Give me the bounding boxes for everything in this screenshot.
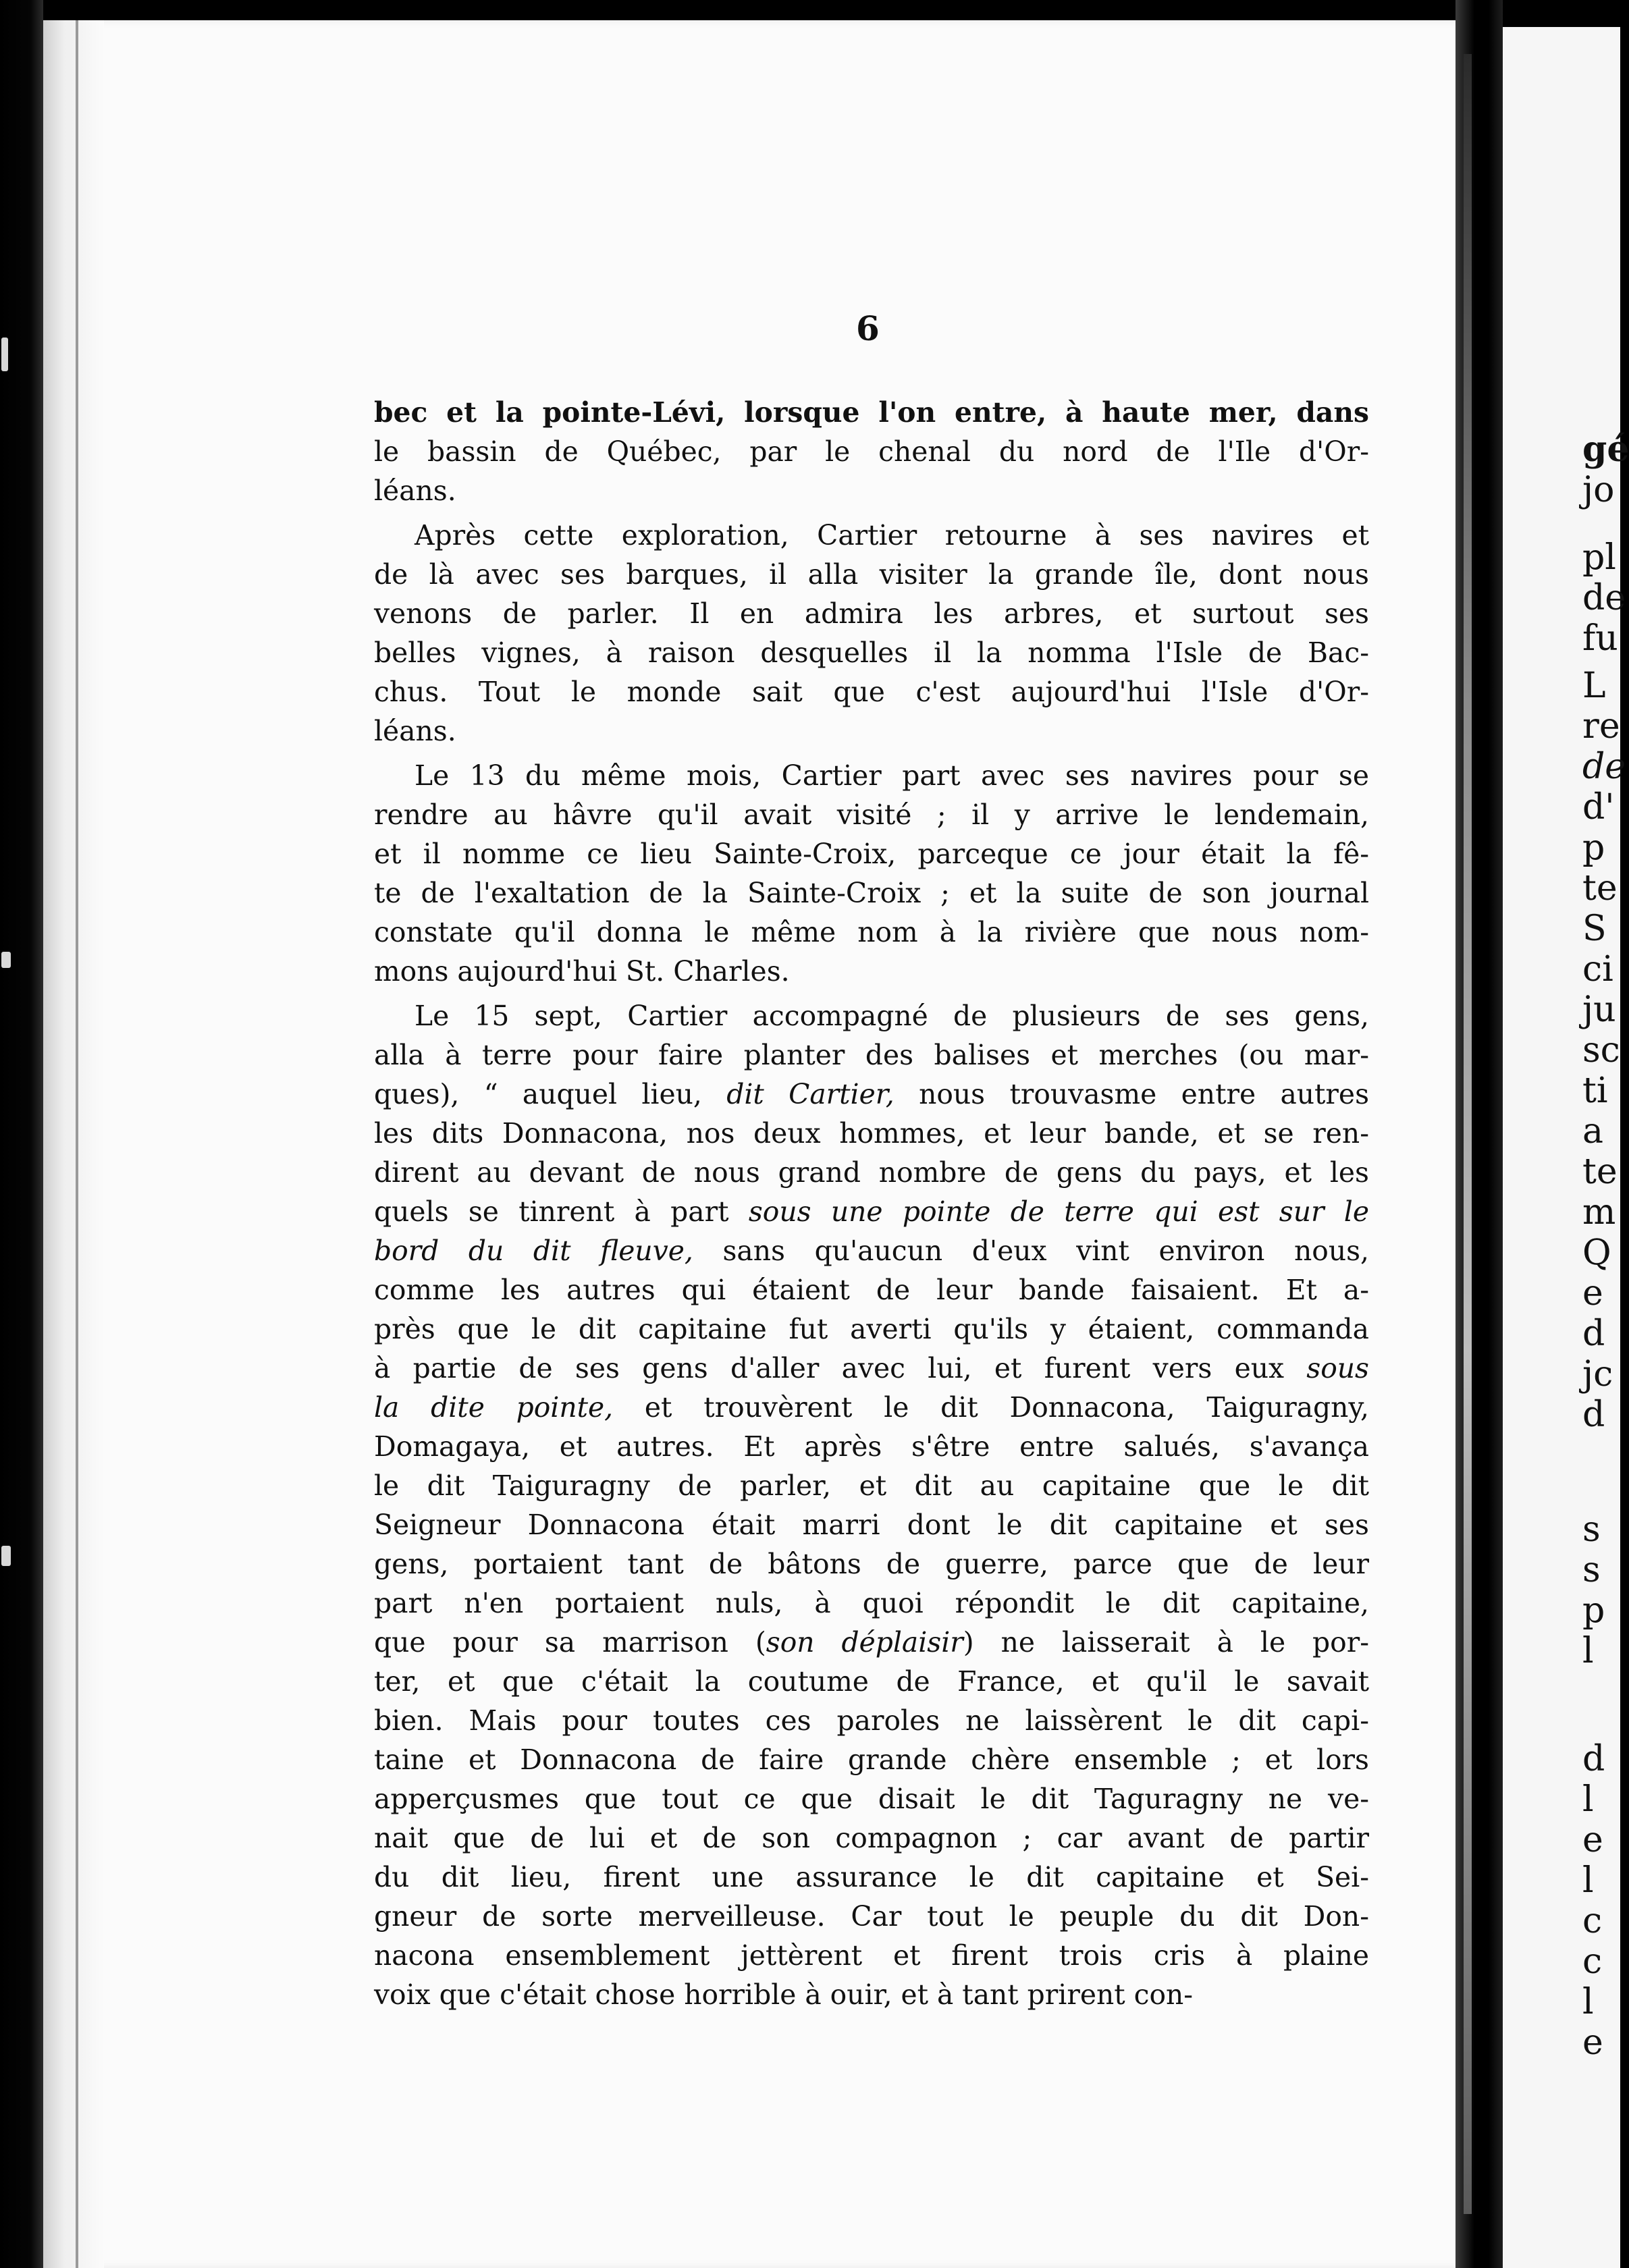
text-line: de là avec ses barques, il alla visiter la grande île, dont nous — [374, 558, 1369, 591]
text-line: bien. Mais pour toutes ces paroles ne laissèrent le dit capi- — [374, 1704, 1369, 1737]
text-line: à partie de ses gens d'aller avec lui, et furent vers eux sous — [374, 1352, 1369, 1384]
next-page-fragment: Q — [1582, 1233, 1611, 1273]
next-page-fragment: d' — [1582, 787, 1615, 828]
next-page-fragment: sc — [1582, 1030, 1620, 1071]
text-line: Le 13 du même mois, Cartier part avec ses navires pour se — [415, 759, 1369, 792]
text-line: apperçusmes que tout ce que disait le dit Taguragny ne ve- — [374, 1783, 1369, 1815]
next-page-fragment: c — [1582, 1901, 1603, 1941]
next-page-fragment: re — [1582, 706, 1620, 747]
text-line: quels se tinrent à part sous une pointe de terre qui est sur le — [374, 1195, 1369, 1228]
paragraph — [374, 393, 1369, 510]
next-page-fragment: l — [1582, 1982, 1594, 2022]
text-line: gneur de sorte merveilleuse. Car tout le peuple du dit Don- — [374, 1900, 1369, 1933]
text-line: bec et la pointe-Lévi, lorsque l'on entre, à haute mer, dans — [374, 396, 1369, 429]
next-page-fragment: pl — [1582, 537, 1616, 578]
next-page-fragment: l — [1582, 1779, 1594, 1820]
text-line: mons aujourd'hui St. Charles. — [374, 955, 790, 988]
text-line: léans. — [374, 715, 456, 747]
text-line: nait que de lui et de son compagnon ; car avant de partir — [374, 1822, 1369, 1854]
next-page-fragment: m — [1582, 1192, 1616, 1233]
next-page-fragment: ju — [1582, 990, 1616, 1030]
text-line: léans. — [374, 475, 456, 507]
text-line: gens, portaient tant de bâtons de guerre, parce que de leur — [374, 1548, 1369, 1580]
text-line: nacona ensemblement jettèrent et firent trois cris à plaine — [374, 1939, 1369, 1972]
book-gutter — [1456, 0, 1503, 2268]
text-line: part n'en portaient nuls, à quoi répondit le dit capitaine, — [374, 1587, 1369, 1619]
next-page-fragment: fu — [1582, 618, 1618, 659]
next-page-fragment: l — [1582, 1631, 1594, 1671]
next-page-fragment: d — [1582, 1395, 1605, 1435]
text-line: Domagaya, et autres. Et après s'être entre salués, s'avança — [374, 1430, 1369, 1463]
text-line: rendre au hâvre qu'il avait visité ; il y arrive le lendemain, — [374, 799, 1369, 831]
text-line: le bassin de Québec, par le chenal du nord de l'Ile d'Or- — [374, 435, 1369, 468]
next-page-fragment: c — [1582, 1941, 1603, 1982]
text-line: alla à terre pour faire planter des balises et merches (ou mar- — [374, 1039, 1369, 1071]
next-page-fragment: ti — [1582, 1071, 1608, 1111]
next-page-fragment: L — [1582, 666, 1606, 706]
text-line: ter, et que c'était la coutume de France, et qu'il le savait — [374, 1665, 1369, 1698]
paragraph — [374, 996, 1369, 2014]
next-page-fragment: ci — [1582, 949, 1613, 990]
text-line: venons de parler. Il en admira les arbres, et surtout ses — [374, 597, 1369, 630]
next-page-fragment: d — [1582, 1314, 1605, 1354]
text-line: ques), “ auquel lieu, dit Cartier, nous trouvasme entre autres — [374, 1078, 1370, 1110]
text-line: Après cette exploration, Cartier retourne à ses navires et — [415, 519, 1369, 551]
page-number: 6 — [856, 308, 880, 348]
paragraph — [374, 516, 1369, 751]
next-page-fragment: de — [1582, 747, 1626, 787]
text-line: bord du dit fleuve, sans qu'aucun d'eux vint environ nous, — [374, 1235, 1370, 1267]
text-line: Le 15 sept, Cartier accompagné de plusieurs de ses gens, — [415, 1000, 1369, 1032]
next-page-fragment: jo — [1582, 470, 1615, 510]
page-fold-line — [76, 20, 78, 2268]
next-page-fragment: l — [1582, 1860, 1594, 1901]
edge-speck — [1, 338, 8, 371]
next-page-fragment: de — [1582, 578, 1626, 618]
next-page-fragment: d — [1582, 1739, 1605, 1779]
text-line: taine et Donnacona de faire grande chère ensemble ; et lors — [374, 1744, 1369, 1776]
next-page-fragment: p — [1582, 828, 1605, 868]
text-line: le dit Taiguragny de parler, et dit au capitaine que le dit — [374, 1469, 1369, 1502]
next-page-fragment: p — [1582, 1590, 1605, 1631]
gutter-edge — [1464, 54, 1472, 2214]
text-line: belles vignes, à raison desquelles il la nomma l'Isle de Bac- — [374, 637, 1369, 669]
next-page-fragment: te — [1582, 1152, 1618, 1192]
edge-speck — [1, 1546, 11, 1566]
paragraph — [374, 756, 1369, 991]
next-page-fragment: a — [1582, 1111, 1604, 1152]
next-page-fragment: e — [1582, 1820, 1603, 1860]
text-line: près que le dit capitaine fut averti qu'ils y étaient, commanda — [374, 1313, 1369, 1345]
text-line: chus. Tout le monde sait que c'est aujourd'hui l'Isle d'Or- — [374, 676, 1369, 708]
text-line: Seigneur Donnacona était marri dont le dit capitaine et ses — [374, 1509, 1369, 1541]
next-page-fragment: e — [1582, 2022, 1603, 2063]
edge-speck — [1, 952, 11, 968]
text-line: du dit lieu, firent une assurance le dit capitaine et Sei- — [374, 1861, 1369, 1893]
next-page-fragment: s — [1582, 1509, 1601, 1550]
next-page-fragment: e — [1582, 1273, 1603, 1314]
next-page-fragment: gé — [1582, 429, 1629, 470]
text-line: te de l'exaltation de la Sainte-Croix ; et la suite de son journal — [374, 877, 1369, 909]
text-line: voix que c'était chose horrible à ouir, et à tant prirent con- — [374, 1978, 1194, 2011]
text-line: dirent au devant de nous grand nombre de gens du pays, et les — [374, 1156, 1369, 1189]
text-line: les dits Donnacona, nos deux hommes, et leur bande, et se ren- — [374, 1117, 1369, 1150]
text-line: constate qu'il donna le même nom à la rivière que nous nom- — [374, 916, 1369, 948]
page-fold-shadow — [43, 20, 104, 2268]
next-page-sliver — [1503, 27, 1629, 2268]
text-line: et il nomme ce lieu Sainte-Croix, parceque ce jour était la fê- — [374, 838, 1369, 870]
text-line: la dite pointe, et trouvèrent le dit Donnacona, Taiguragny, — [374, 1391, 1370, 1424]
text-line: comme les autres qui étaient de leur bande faisaient. Et a- — [374, 1274, 1369, 1306]
next-page-fragment: te — [1582, 868, 1618, 909]
next-page-fragment: jc — [1582, 1354, 1613, 1395]
next-page-fragment: S — [1582, 909, 1607, 949]
page-body-text — [374, 393, 1369, 2020]
text-line: que pour sa marrison (son déplaisir) ne laisserait à le por- — [374, 1626, 1369, 1658]
next-page-fragment: s — [1582, 1550, 1601, 1590]
